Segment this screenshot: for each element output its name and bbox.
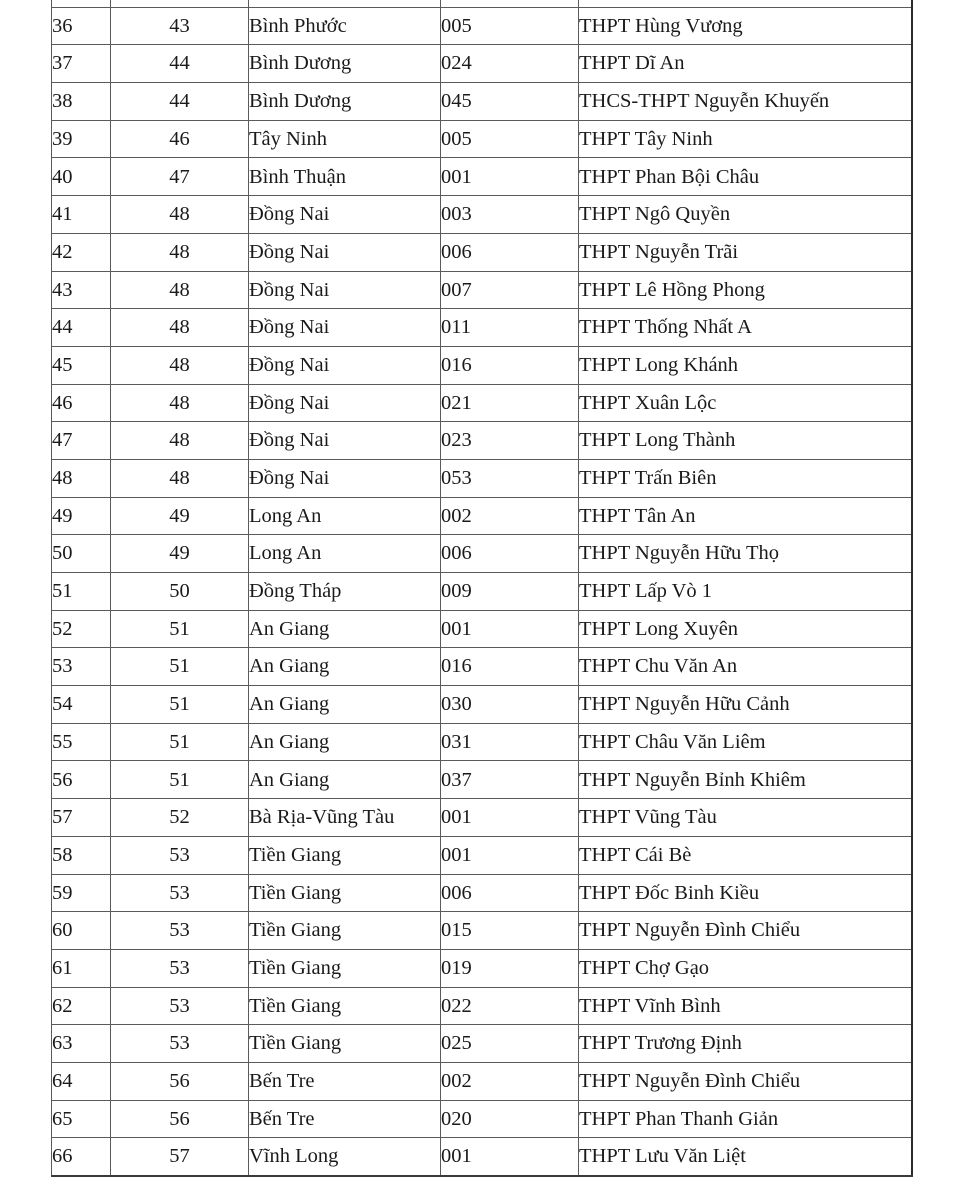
cell-school-code: 001	[441, 158, 579, 196]
table-row	[52, 271, 912, 309]
cell-school-code: 021	[441, 384, 579, 422]
cell-province-name: Đồng Nai	[249, 196, 441, 234]
cell-province-code: 53	[111, 987, 249, 1025]
cell-province-name: Tây Ninh	[249, 120, 441, 158]
cell-province-name: Tiền Giang	[249, 949, 441, 987]
cell-province-code: 48	[111, 459, 249, 497]
cell-province-name: Tiền Giang	[249, 836, 441, 874]
cell-school-name: THPT Nguyễn Hữu Cảnh	[579, 686, 912, 724]
cell-stt: 40	[52, 158, 111, 196]
cell-province-code: 43	[111, 7, 249, 45]
cell-school-code: 001	[441, 610, 579, 648]
cell-school-name: THPT Vĩnh Bình	[579, 987, 912, 1025]
cell-school-code: 005	[441, 7, 579, 45]
cell-stt: 45	[52, 346, 111, 384]
table-row	[52, 7, 912, 45]
table-row	[52, 1138, 912, 1176]
cell-province-code: 44	[111, 83, 249, 121]
cell-school-code: 030	[441, 686, 579, 724]
cell-stt: 42	[52, 233, 111, 271]
cell-province-name: Bà Rịa-Vũng Tàu	[249, 799, 441, 837]
cell-school-name: THPT Nguyễn Hữu Thọ	[579, 535, 912, 573]
table-row	[52, 83, 912, 121]
cell-stt: 61	[52, 949, 111, 987]
table-row	[52, 233, 912, 271]
cell-stt: 51	[52, 573, 111, 611]
cell-stt: 65	[52, 1100, 111, 1138]
cell-stt: 63	[52, 1025, 111, 1063]
cell-stt: 43	[52, 271, 111, 309]
cell-school-name: THPT Long Khánh	[579, 346, 912, 384]
cell-province-name: An Giang	[249, 761, 441, 799]
cell-province-code: 48	[111, 196, 249, 234]
cell-school-code: 006	[441, 233, 579, 271]
cell-province-code: 53	[111, 912, 249, 950]
cell-school-code: 019	[441, 949, 579, 987]
cell-school-name: THPT Long Xuyên	[579, 610, 912, 648]
cell-province-code: 48	[111, 422, 249, 460]
cell-province-name: Đồng Nai	[249, 271, 441, 309]
cell-province-code: 47	[111, 158, 249, 196]
cell-school-code: 002	[441, 497, 579, 535]
cell-stt: 49	[52, 497, 111, 535]
cell-province-name: An Giang	[249, 686, 441, 724]
cell-school-code: 003	[441, 196, 579, 234]
cell-province-code: 53	[111, 836, 249, 874]
cell-province-code: 48	[111, 346, 249, 384]
table-row	[52, 723, 912, 761]
cell-school-code: 011	[441, 309, 579, 347]
table-row	[52, 912, 912, 950]
table-row	[52, 497, 912, 535]
table-row	[52, 196, 912, 234]
cell-school-name: THPT Phan Thanh Giản	[579, 1100, 912, 1138]
cell-province-code: 48	[111, 271, 249, 309]
cell-province-name: Bình Thuận	[249, 158, 441, 196]
cell-school-name: THPT Ngô Quyền	[579, 196, 912, 234]
cell-province-name: Đồng Tháp	[249, 573, 441, 611]
cell-province-code: 48	[111, 233, 249, 271]
cell-province-name: An Giang	[249, 648, 441, 686]
cell-province-code: 50	[111, 573, 249, 611]
table-row	[52, 949, 912, 987]
cell-province-code: 48	[111, 384, 249, 422]
cell-province-name: Tiền Giang	[249, 874, 441, 912]
cell-province-code: 52	[111, 799, 249, 837]
cell-stt: 60	[52, 912, 111, 950]
cell-school-name: THPT Vũng Tàu	[579, 799, 912, 837]
cell-province-name: Bình Phước	[249, 7, 441, 45]
cell-province-code: 51	[111, 761, 249, 799]
cell-stt: 66	[52, 1138, 111, 1176]
cell-province-name: Đồng Nai	[249, 309, 441, 347]
cell-stt: 50	[52, 535, 111, 573]
cell-school-name: THPT Phan Bội Châu	[579, 158, 912, 196]
cell-province-name: Đồng Nai	[249, 346, 441, 384]
cell-province-name: Bình Dương	[249, 83, 441, 121]
table-row	[52, 610, 912, 648]
cell-school-name: THPT Trương Định	[579, 1025, 912, 1063]
cell-school-name: THPT Lấp Vò 1	[579, 573, 912, 611]
cell-province-code: 53	[111, 874, 249, 912]
cell-school-name: THPT Châu Văn Liêm	[579, 723, 912, 761]
cell-school-name: THPT Nguyễn Đình Chiểu	[579, 1062, 912, 1100]
cell-stt: 36	[52, 7, 111, 45]
cell-stt: 56	[52, 761, 111, 799]
cell-stt: 55	[52, 723, 111, 761]
table-row	[52, 422, 912, 460]
cell-school-code: 045	[441, 83, 579, 121]
cell-school-code: 024	[441, 45, 579, 83]
cell-province-code: 51	[111, 723, 249, 761]
cell-province-code: 51	[111, 648, 249, 686]
cell-stt: 54	[52, 686, 111, 724]
table-row	[52, 1025, 912, 1063]
school-list-table	[51, 0, 913, 1177]
cell-school-code: 053	[441, 459, 579, 497]
cell-school-name: THPT Cái Bè	[579, 836, 912, 874]
cell-school-code: 020	[441, 1100, 579, 1138]
cell-stt: 41	[52, 196, 111, 234]
cell-province-name: Tiền Giang	[249, 912, 441, 950]
table-row-partial	[52, 0, 912, 7]
cell-stt: 48	[52, 459, 111, 497]
cell-school-name: THPT Xuân Lộc	[579, 384, 912, 422]
cell-school-code: 031	[441, 723, 579, 761]
cell-province-name: An Giang	[249, 723, 441, 761]
cell-stt: 44	[52, 309, 111, 347]
cell-province-code: 48	[111, 309, 249, 347]
cell-province-name: Tiền Giang	[249, 987, 441, 1025]
cell-school-name: THPT Dĩ An	[579, 45, 912, 83]
table-row	[52, 799, 912, 837]
cell-school-code: 016	[441, 346, 579, 384]
table-row	[52, 761, 912, 799]
cell-stt: 62	[52, 987, 111, 1025]
cell-province-name: Đồng Nai	[249, 384, 441, 422]
table-row	[52, 686, 912, 724]
cell-stt: 57	[52, 799, 111, 837]
cell-school-code: 006	[441, 535, 579, 573]
cell-province-name: Tiền Giang	[249, 1025, 441, 1063]
cell-school-code: 023	[441, 422, 579, 460]
cell-school-name: THPT Hùng Vương	[579, 7, 912, 45]
cell-school-name: THPT Lưu Văn Liệt	[579, 1138, 912, 1176]
table-row	[52, 384, 912, 422]
cell-school-code: 006	[441, 874, 579, 912]
table-row	[52, 535, 912, 573]
cell-province-code: 53	[111, 949, 249, 987]
cell-province-name: Vĩnh Long	[249, 1138, 441, 1176]
cell-stt: 37	[52, 45, 111, 83]
table-row	[52, 346, 912, 384]
cell-province-code	[111, 0, 249, 7]
cell-province-name: An Giang	[249, 610, 441, 648]
cell-province-name: Đồng Nai	[249, 459, 441, 497]
cell-stt: 47	[52, 422, 111, 460]
cell-school-code: 016	[441, 648, 579, 686]
cell-school-code: 037	[441, 761, 579, 799]
cell-school-code	[441, 0, 579, 7]
table-row	[52, 648, 912, 686]
cell-province-code: 51	[111, 686, 249, 724]
cell-school-name: THPT Nguyễn Trãi	[579, 233, 912, 271]
cell-stt: 59	[52, 874, 111, 912]
table-row	[52, 1100, 912, 1138]
cell-school-name: THPT Lê Hồng Phong	[579, 271, 912, 309]
table-row	[52, 120, 912, 158]
cell-school-name: THPT Chợ Gạo	[579, 949, 912, 987]
cell-school-name: THPT Nguyễn Đình Chiểu	[579, 912, 912, 950]
cell-stt: 52	[52, 610, 111, 648]
cell-school-name	[579, 0, 912, 7]
cell-stt: 39	[52, 120, 111, 158]
table-row	[52, 874, 912, 912]
cell-school-code: 007	[441, 271, 579, 309]
cell-stt: 46	[52, 384, 111, 422]
cell-province-code: 57	[111, 1138, 249, 1176]
cell-stt: 58	[52, 836, 111, 874]
table-row	[52, 459, 912, 497]
cell-school-name: THPT Trấn Biên	[579, 459, 912, 497]
cell-school-code: 009	[441, 573, 579, 611]
cell-province-code: 49	[111, 497, 249, 535]
table-row	[52, 573, 912, 611]
cell-province-name: Bình Dương	[249, 45, 441, 83]
cell-school-name: THPT Tân An	[579, 497, 912, 535]
cell-province-name: Bến Tre	[249, 1062, 441, 1100]
cell-school-name: THPT Thống Nhất A	[579, 309, 912, 347]
cell-stt: 53	[52, 648, 111, 686]
cell-province-name: Long An	[249, 535, 441, 573]
cell-province-name	[249, 0, 441, 7]
cell-school-code: 015	[441, 912, 579, 950]
cell-province-code: 53	[111, 1025, 249, 1063]
cell-stt: 64	[52, 1062, 111, 1100]
table-row	[52, 158, 912, 196]
cell-province-name: Bến Tre	[249, 1100, 441, 1138]
table-row	[52, 45, 912, 83]
table-row	[52, 836, 912, 874]
cell-stt	[52, 0, 111, 7]
cell-stt: 38	[52, 83, 111, 121]
cell-school-code: 001	[441, 1138, 579, 1176]
table-row	[52, 309, 912, 347]
cell-province-code: 46	[111, 120, 249, 158]
cell-school-code: 001	[441, 836, 579, 874]
cell-province-name: Đồng Nai	[249, 233, 441, 271]
cell-school-name: THCS-THPT Nguyễn Khuyến	[579, 83, 912, 121]
cell-school-name: THPT Long Thành	[579, 422, 912, 460]
cell-school-code: 005	[441, 120, 579, 158]
cell-province-name: Đồng Nai	[249, 422, 441, 460]
table-row	[52, 1062, 912, 1100]
cell-province-name: Long An	[249, 497, 441, 535]
table-body	[52, 0, 912, 1176]
cell-school-name: THPT Chu Văn An	[579, 648, 912, 686]
cell-province-code: 44	[111, 45, 249, 83]
cell-province-code: 56	[111, 1062, 249, 1100]
cell-school-name: THPT Tây Ninh	[579, 120, 912, 158]
cell-province-code: 56	[111, 1100, 249, 1138]
cell-province-code: 51	[111, 610, 249, 648]
cell-school-name: THPT Nguyễn Bỉnh Khiêm	[579, 761, 912, 799]
cell-province-code: 49	[111, 535, 249, 573]
cell-school-code: 002	[441, 1062, 579, 1100]
table-row	[52, 987, 912, 1025]
cell-school-code: 022	[441, 987, 579, 1025]
cell-school-name: THPT Đốc Binh Kiều	[579, 874, 912, 912]
cell-school-code: 001	[441, 799, 579, 837]
cell-school-code: 025	[441, 1025, 579, 1063]
